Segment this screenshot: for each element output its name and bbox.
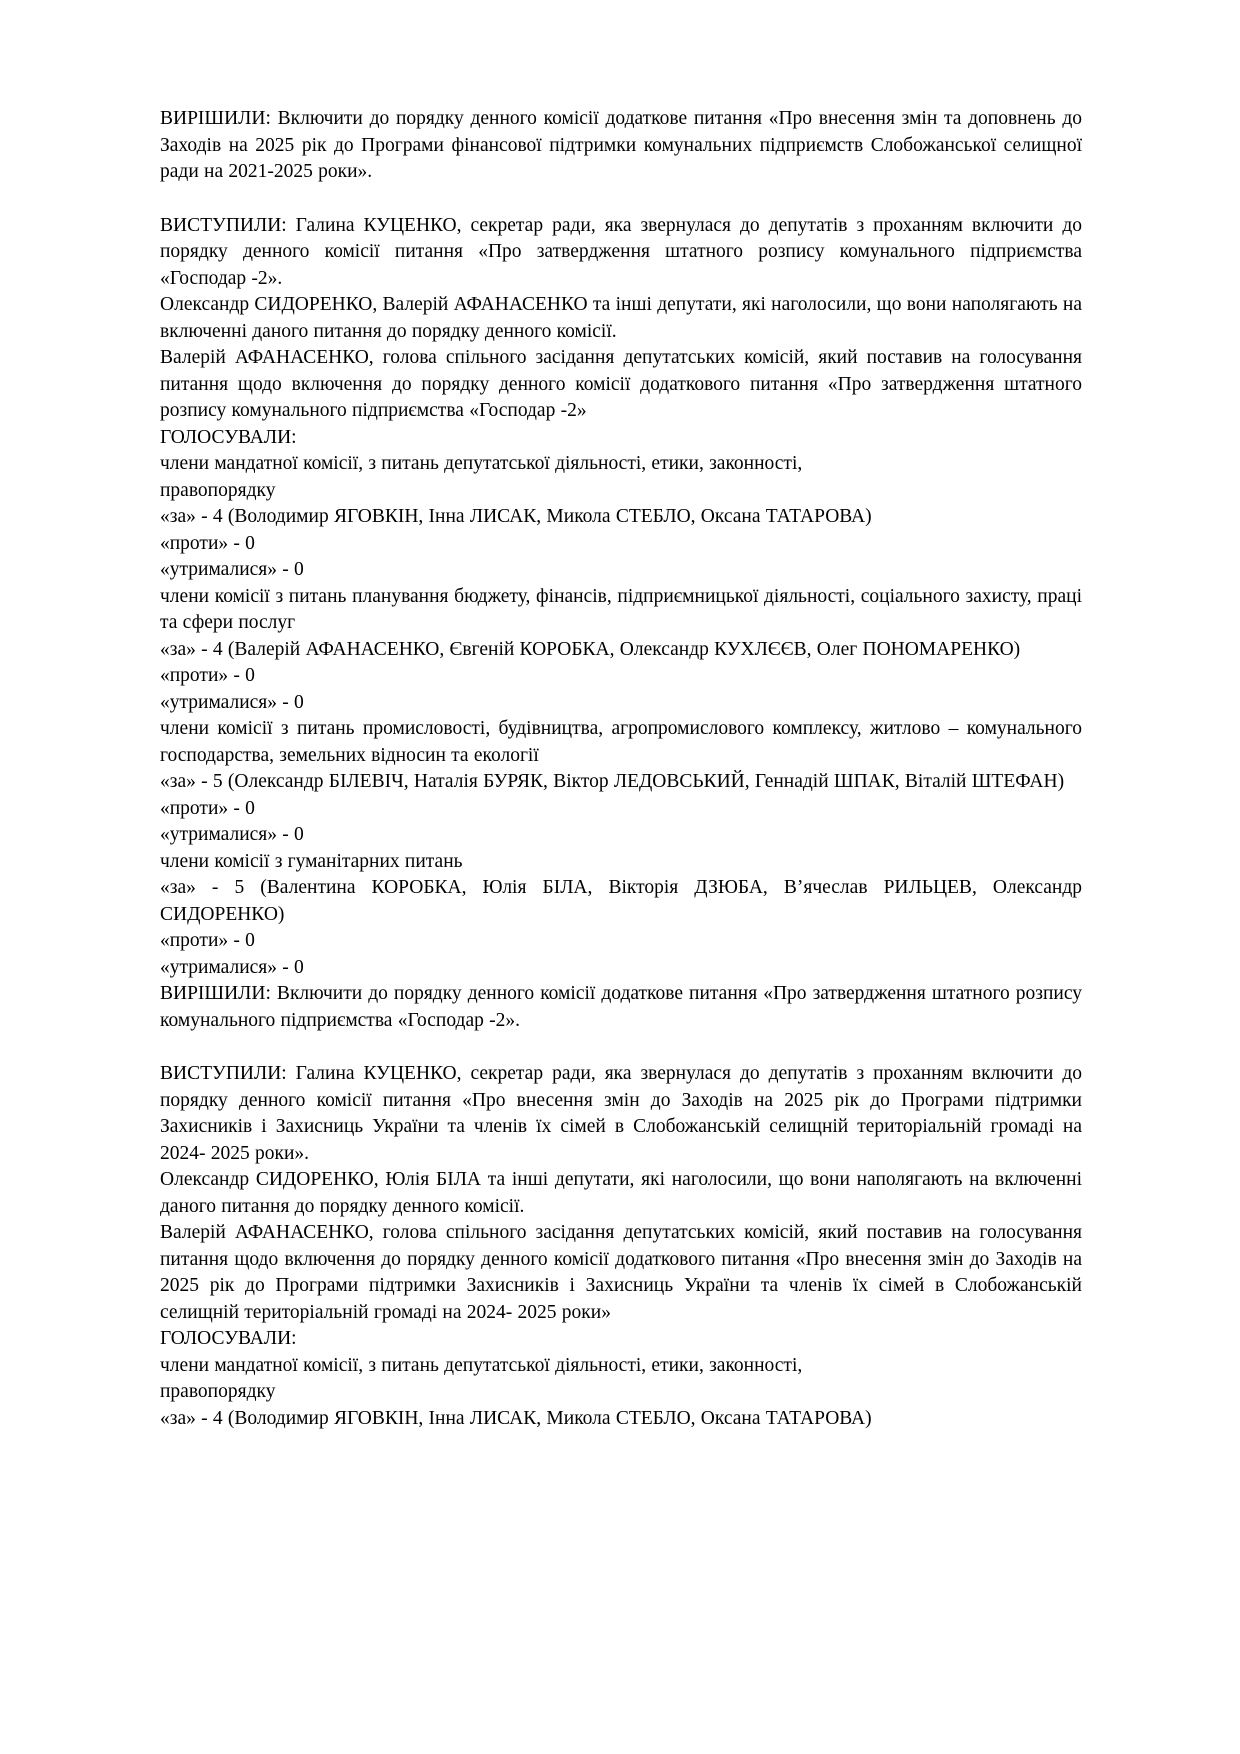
commission-humanitarian: члени комісії з гуманітарних питань [160, 850, 463, 872]
commission-mandate2-line1: члени мандатної комісії, з питань депутатської діяльності, етики, законності, [160, 1354, 803, 1376]
vote-abstained-humanitarian: «утрималися» - 0 [160, 956, 304, 978]
paragraph-deputies-insist-1: Олександр СИДОРЕНКО, Валерій АФАНАСЕНКО та інші депутати, які наголосили, що вони наполягають на включенні даного питання до порядку денного комісії. [160, 294, 1082, 342]
vote-for-humanitarian: «за» - 5 (Валентина КОРОБКА, Юлія БІЛА, Вікторія ДЗЮБА, В’ячеслав РИЛЬЦЕВ, Олександр СИДОРЕНКО) [160, 877, 1082, 925]
vote-against-budget: «проти» - 0 [160, 665, 255, 686]
paragraph-chair-vote-1: Валерій АФАНАСЕНКО, голова спільного засідання депутатських комісій, який поставив на голосування питання щодо включення до порядку денного комісії додаткового питання «Про затвердження штатного розпису комунального підприємства «Господар -2» [160, 347, 1082, 421]
vote-against-humanitarian: «проти» - 0 [160, 930, 255, 951]
vote-abstained-budget: «утрималися» - 0 [160, 691, 304, 713]
paragraph-resolved-1: ВИРІШИЛИ: Включити до порядку денного комісії додаткове питання «Про внесення змін та доповнень до Заходів на 2025 рік до Програми фінансової підтримки комунальних підприємств Слобожанської селищної ради на 2021-2025 роки». [160, 108, 1082, 182]
paragraph-resolved-2: ВИРІШИЛИ: Включити до порядку денного комісії додаткове питання «Про затвердження штатного розпису комунального підприємства «Господар -2». [160, 983, 1082, 1031]
paragraph-deputies-insist-2: Олександр СИДОРЕНКО, Юлія БІЛА та інші депутати, які наголосили, що вони наполягають на включенні даного питання до порядку денного комісії. [160, 1169, 1082, 1217]
commission-mandate2-line2: правопорядку [160, 1381, 276, 1402]
paragraph-speakers-2: ВИСТУПИЛИ: Галина КУЦЕНКО, секретар ради, яка звернулася до депутатів з проханням включити до порядку денного комісії питання «Про внесення змін до Заходів на 2025 рік до Програми підтримки Захисників і Захисниць України та членів їх сімей в Слобожанській селищній територіальній громаді на 2024- 2025 роки». [160, 1063, 1082, 1164]
label-voted-2: ГОЛОСУВАЛИ: [160, 1328, 297, 1349]
vote-for-mandate-1: «за» - 4 (Володимир ЯГОВКІН, Інна ЛИСАК, Микола СТЕБЛО, Оксана ТАТАРОВА) [160, 506, 872, 527]
vote-for-budget: «за» - 4 (Валерій АФАНАСЕНКО, Євгеній КОРОБКА, Олександр КУХЛЄЄВ, Олег ПОНОМАРЕНКО) [160, 638, 1021, 660]
vote-abstained-industry: «утрималися» - 0 [160, 824, 304, 845]
vote-for-industry: «за» - 5 (Олександр БІЛЕВІЧ, Наталія БУРЯК, Віктор ЛЕДОВСЬКИЙ, Геннадій ШПАК, Віталій ШТЕФАН) [160, 771, 1065, 792]
paragraph-chair-vote-2: Валерій АФАНАСЕНКО, голова спільного засідання депутатських комісій, який поставив на голосування питання щодо включення до порядку денного комісії додаткового питання «Про внесення змін до Заходів на 2025 рік до Програми підтримки Захисників і Захисниць України та членів їх сімей в Слобожанській селищній територіальній громаді на 2024- 2025 роки» [160, 1222, 1082, 1323]
commission-budget: члени комісії з питань планування бюджету, фінансів, підприємницької діяльності, соціального захисту, праці та сфери послуг [160, 585, 1082, 633]
commission-mandate-line1: члени мандатної комісії, з питань депутатської діяльності, етики, законності, [160, 453, 803, 474]
paragraph-speakers-1: ВИСТУПИЛИ: Галина КУЦЕНКО, секретар ради, яка звернулася до депутатів з проханням включити до порядку денного комісії питання «Про затвердження штатного розпису комунального підприємства «Господар -2». [160, 214, 1082, 289]
vote-abstained-mandate-1: «утрималися» - 0 [160, 559, 304, 580]
vote-against-mandate-1: «проти» - 0 [160, 532, 255, 554]
label-voted-1: ГОЛОСУВАЛИ: [160, 426, 297, 448]
commission-mandate-line2: правопорядку [160, 479, 276, 501]
commission-industry: члени комісії з питань промисловості, будівництва, агропромислового комплексу, житлово – комунального господарства, земельних відносин та екології [160, 718, 1082, 766]
vote-for-mandate-2: «за» - 4 (Володимир ЯГОВКІН, Інна ЛИСАК, Микола СТЕБЛО, Оксана ТАТАРОВА) [160, 1407, 872, 1429]
vote-against-industry: «проти» - 0 [160, 797, 255, 819]
